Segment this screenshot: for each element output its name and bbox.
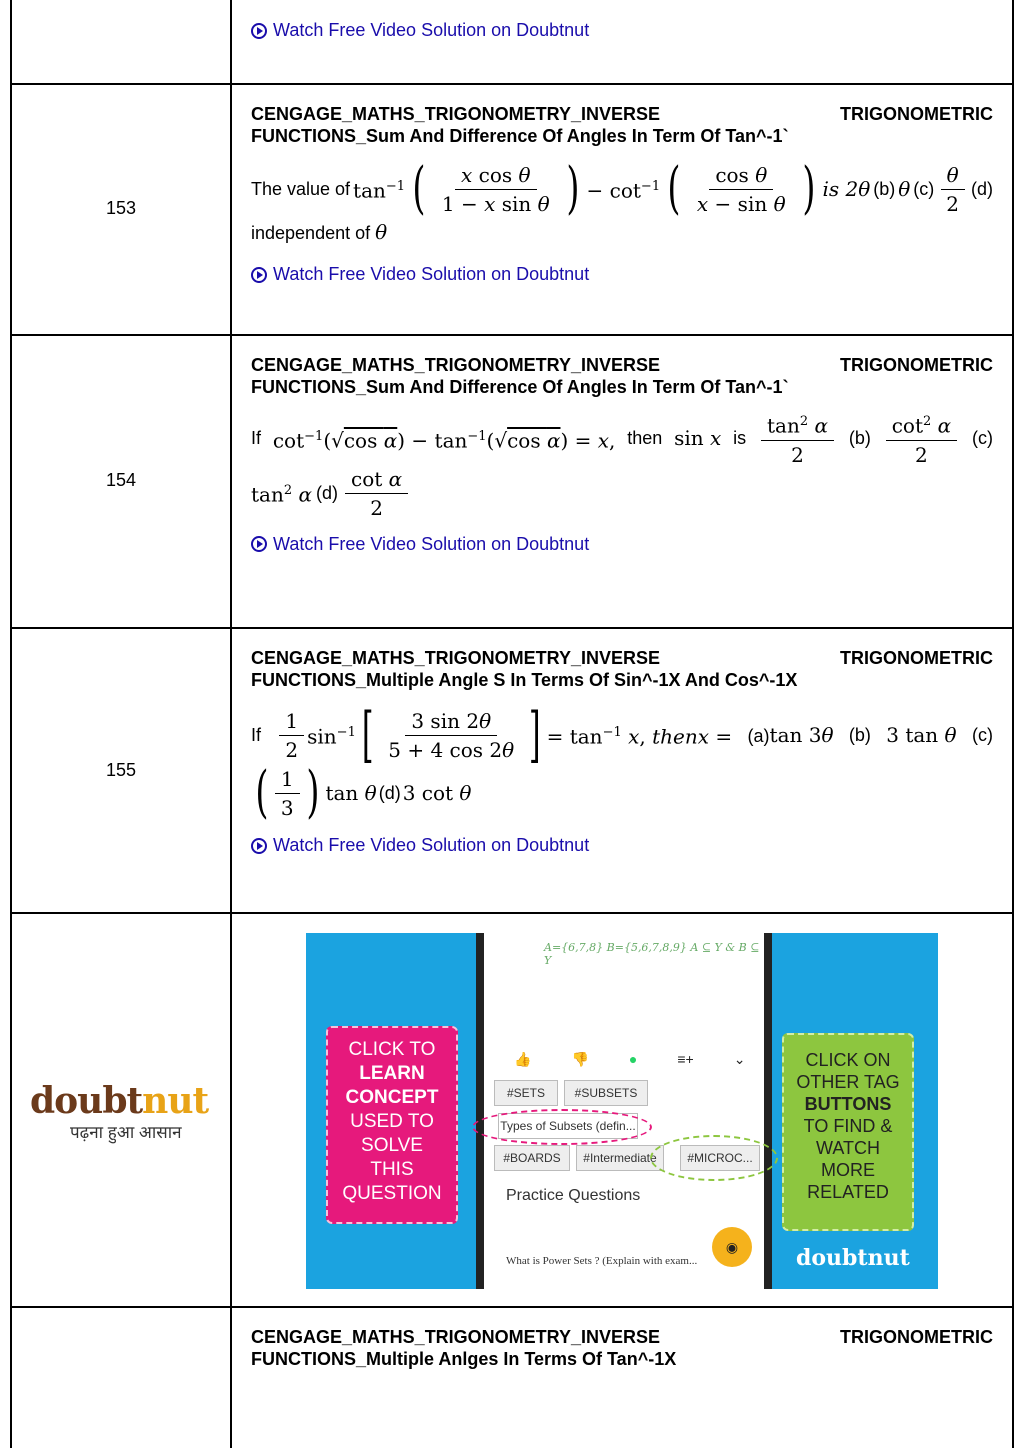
learn-concept-box[interactable] [326, 1026, 458, 1224]
topic-line1-left: CENGAGE_MATHS_TRIGONOMETRY_INVERSE [251, 355, 661, 375]
option-d-label: (d) [970, 179, 993, 199]
question-mid: then [627, 428, 663, 449]
option-c-label: (c) [913, 179, 935, 199]
highlight-ellipse-pink [472, 1109, 652, 1145]
question-number: 153 [105, 198, 137, 218]
banner-left-line: SOLVE [361, 1135, 423, 1156]
topic-line1-left: CENGAGE_MATHS_TRIGONOMETRY_INVERSE [251, 1327, 661, 1347]
play-circle-icon [251, 536, 267, 552]
logo-brand-right: nut [142, 1080, 209, 1122]
question-is: is [733, 428, 747, 449]
watch-link-label: Watch Free Video Solution on Doubtnut [273, 835, 590, 855]
practice-questions-heading: Practice Questions [506, 1187, 641, 1204]
topic-line1-right: TRIGONOMETRIC [840, 648, 993, 668]
tag-intermediate[interactable]: #Intermediate [576, 1145, 664, 1171]
banner-right-line: OTHER TAG [796, 1072, 900, 1092]
banner-right-line: CLICK ON [805, 1050, 891, 1070]
play-circle-icon [251, 838, 267, 854]
topic-line1-left: CENGAGE_MATHS_TRIGONOMETRY_INVERSE [251, 648, 661, 668]
banner-left-line: LEARN [359, 1063, 425, 1084]
tag-sets[interactable]: #SETS [494, 1080, 558, 1106]
banner-right-line: MORE [821, 1160, 875, 1180]
watch-link-label: Watch Free Video Solution on Doubtnut [273, 264, 590, 284]
watch-video-link[interactable] [251, 534, 993, 555]
question-cell: CENGAGE_MATHS_TRIGONOMETRY_INVERSE TRIGONOMETRIC FUNCTIONS_Sum And Difference Of Angles In Term Of Tan^-1` The value of $\tan^{-1}$ ( $\frac{\text{x cos θ}}{\text{1 − x sin θ}}$ ) − $\cot^{-1}$ ( $\frac{\text{cos θ}}{\text{x − sin θ}}$ ) is 2θ (b) θ (c) $\frac{\theta}{2}$ (d) independent of θ Watch Free Video Solution on Doubtnut [251, 104, 993, 284]
logo-tagline: पढ़ना हुआ आसान [70, 1123, 182, 1142]
banner-right-line: BUTTONS [804, 1094, 892, 1114]
topic-line2: FUNCTIONS_Sum And Difference Of Angles In Term Of Tan^-1` [251, 126, 789, 146]
option-c-label: (c) [971, 725, 993, 745]
camera-icon[interactable]: ◉ [712, 1227, 752, 1267]
topic-line2: FUNCTIONS_Sum And Difference Of Angles In Term Of Tan^-1` [251, 377, 789, 397]
tag-subsets[interactable]: #SUBSETS [564, 1080, 648, 1106]
banner-left-line: THIS [370, 1159, 414, 1180]
table-border-right [1012, 0, 1014, 1448]
banner-left-line: USED TO [350, 1111, 434, 1132]
add-playlist-icon[interactable]: ≡+ [677, 1051, 694, 1067]
row-divider [11, 334, 1014, 336]
question-text: If $\frac{1}{2}$ $\sin^{-1}$ [ $\frac{3 \sin 2\theta}{5 + 4 \cos 2\theta}$ ] = $\tan^{-1} x$, thenx = (a)tan 3θ (b) 3 tan θ (c) [251, 700, 993, 770]
watch-video-link[interactable] [251, 20, 589, 41]
phone-action-icons [514, 1051, 745, 1068]
chevron-down-icon[interactable]: ⌄ [733, 1051, 746, 1067]
doubtnut-logo [30, 1080, 220, 1143]
topic-heading [251, 647, 993, 691]
row-divider [11, 83, 1014, 85]
tag-boards[interactable]: #BOARDS [494, 1145, 570, 1171]
option-d-label: (d) [378, 783, 401, 803]
question-cell: CENGAGE_MATHS_TRIGONOMETRY_INVERSE TRIGONOMETRIC FUNCTIONS_Sum And Difference Of Angles In Term Of Tan^-1` If $\cot^{-1}(√\cos$ $\alpha) - \tan^{-1}(√\cos$ α) = x, then sin x is $\frac{\tan^2 \alpha}{2}$ (b) $\frac{\cot^2 \alpha}{2}$ (c) $\tan^2 \alpha$ (d) $\frac{\text{cot α}}{2}$ Watch Free Video Solution on Doubtnut [251, 355, 993, 554]
topic-line1-left: CENGAGE_MATHS_TRIGONOMETRY_INVERSE [251, 104, 661, 124]
topic-line2: FUNCTIONS_Multiple Anlges In Terms Of Tan^-1X [251, 1349, 677, 1369]
option-b-label: (b) [848, 428, 871, 449]
question-cell [251, 1326, 993, 1370]
whatsapp-icon[interactable]: ● [628, 1051, 638, 1067]
question-cell: CENGAGE_MATHS_TRIGONOMETRY_INVERSE TRIGONOMETRIC FUNCTIONS_Multiple Angle S In Terms Of Sin^-1X And Cos^-1X If $\frac{1}{2}$ $\sin^{-1}$ [ $\frac{3 \sin 2\theta}{5 + 4 \cos 2\theta}$ ] = $\tan^{-1} x$, thenx = (a)tan 3θ (b) 3 tan θ (c) ( $\frac{1}{3}$ ) tan θ (d) 3 cot θ Watch Free Video Solution on Doubtnut [251, 648, 993, 855]
highlight-ellipse-green [650, 1135, 778, 1181]
topic-heading [251, 1326, 993, 1370]
question-text: If $\cot^{-1}(√\cos$ $\alpha) - \tan^{-1}(√\cos$ α) = x, then sin x is $\frac{\tan^2 \alpha}{2}$ (b) $\frac{\cot^2 \alpha}{2}$ (c) [251, 410, 993, 467]
banner-left-line: CONCEPT [345, 1087, 439, 1108]
question-prefix: If [251, 725, 262, 745]
row-divider [11, 1306, 1014, 1308]
tag-types-of-subsets[interactable]: Types of Subsets (defin... [498, 1113, 638, 1139]
question-number: 155 [105, 760, 137, 780]
tag-microc[interactable]: #MICROC... [680, 1145, 760, 1171]
other-tags-box[interactable] [782, 1033, 914, 1231]
promo-banner[interactable] [306, 933, 938, 1289]
handwritten-sketch: A={6,7,8} B={5,6,7,8,9} A ⊆ Y & B ⊆ Y [544, 941, 760, 967]
question-text: The value of $\tan^{-1}$ ( $\frac{\text{x cos θ}}{\text{1 − x sin θ}}$ ) − $\cot^{-1}$ ( $\frac{\text{cos θ}}{\text{x − sin θ}}$ ) is 2θ (b) θ (c) $\frac{\theta}{2}$ (d) [251, 156, 993, 221]
option-d-label: (d) [316, 483, 338, 504]
doubtnut-small-logo: doubtnut [796, 1245, 910, 1271]
question-suffix: independent of [251, 223, 371, 243]
option-c-label: (c) [971, 428, 993, 449]
row-divider [11, 627, 1014, 629]
question-prefix: If [251, 428, 262, 449]
option-a-label: (a) [747, 725, 770, 746]
banner-left-line: CLICK TO [348, 1039, 436, 1060]
watch-link-label: Watch Free Video Solution on Doubtnut [273, 533, 590, 554]
topic-line1-right: TRIGONOMETRIC [840, 355, 993, 375]
row-divider [11, 912, 1014, 914]
question-prefix: The value of [251, 179, 351, 199]
topic-heading [251, 103, 993, 147]
logo-brand-left: doubt [30, 1080, 143, 1122]
thumbs-down-icon[interactable]: 👎 [571, 1051, 589, 1067]
banner-left-line: QUESTION [342, 1183, 442, 1204]
banner-right-line: RELATED [807, 1182, 889, 1202]
option-b-label: (b) [873, 179, 896, 199]
topic-line1-right: TRIGONOMETRIC [840, 104, 993, 124]
banner-right-line: TO FIND & [803, 1116, 893, 1136]
play-circle-icon [251, 23, 267, 39]
watch-video-link[interactable] [251, 835, 993, 856]
watch-video-link[interactable] [251, 264, 993, 285]
topic-heading [251, 354, 993, 398]
topic-line1-right: TRIGONOMETRIC [840, 1327, 993, 1347]
power-sets-question[interactable]: What is Power Sets ? (Explain with exam... [506, 1255, 698, 1267]
watch-link-label: Watch Free Video Solution on Doubtnut [273, 20, 590, 40]
thumbs-up-icon[interactable]: 👍 [514, 1051, 532, 1067]
banner-right-line: WATCH [816, 1138, 880, 1158]
play-circle-icon [251, 267, 267, 283]
question-number: 154 [105, 470, 137, 490]
option-b-label: (b) [848, 725, 871, 745]
topic-line2: FUNCTIONS_Multiple Angle S In Terms Of Sin^-1X And Cos^-1X [251, 670, 798, 690]
